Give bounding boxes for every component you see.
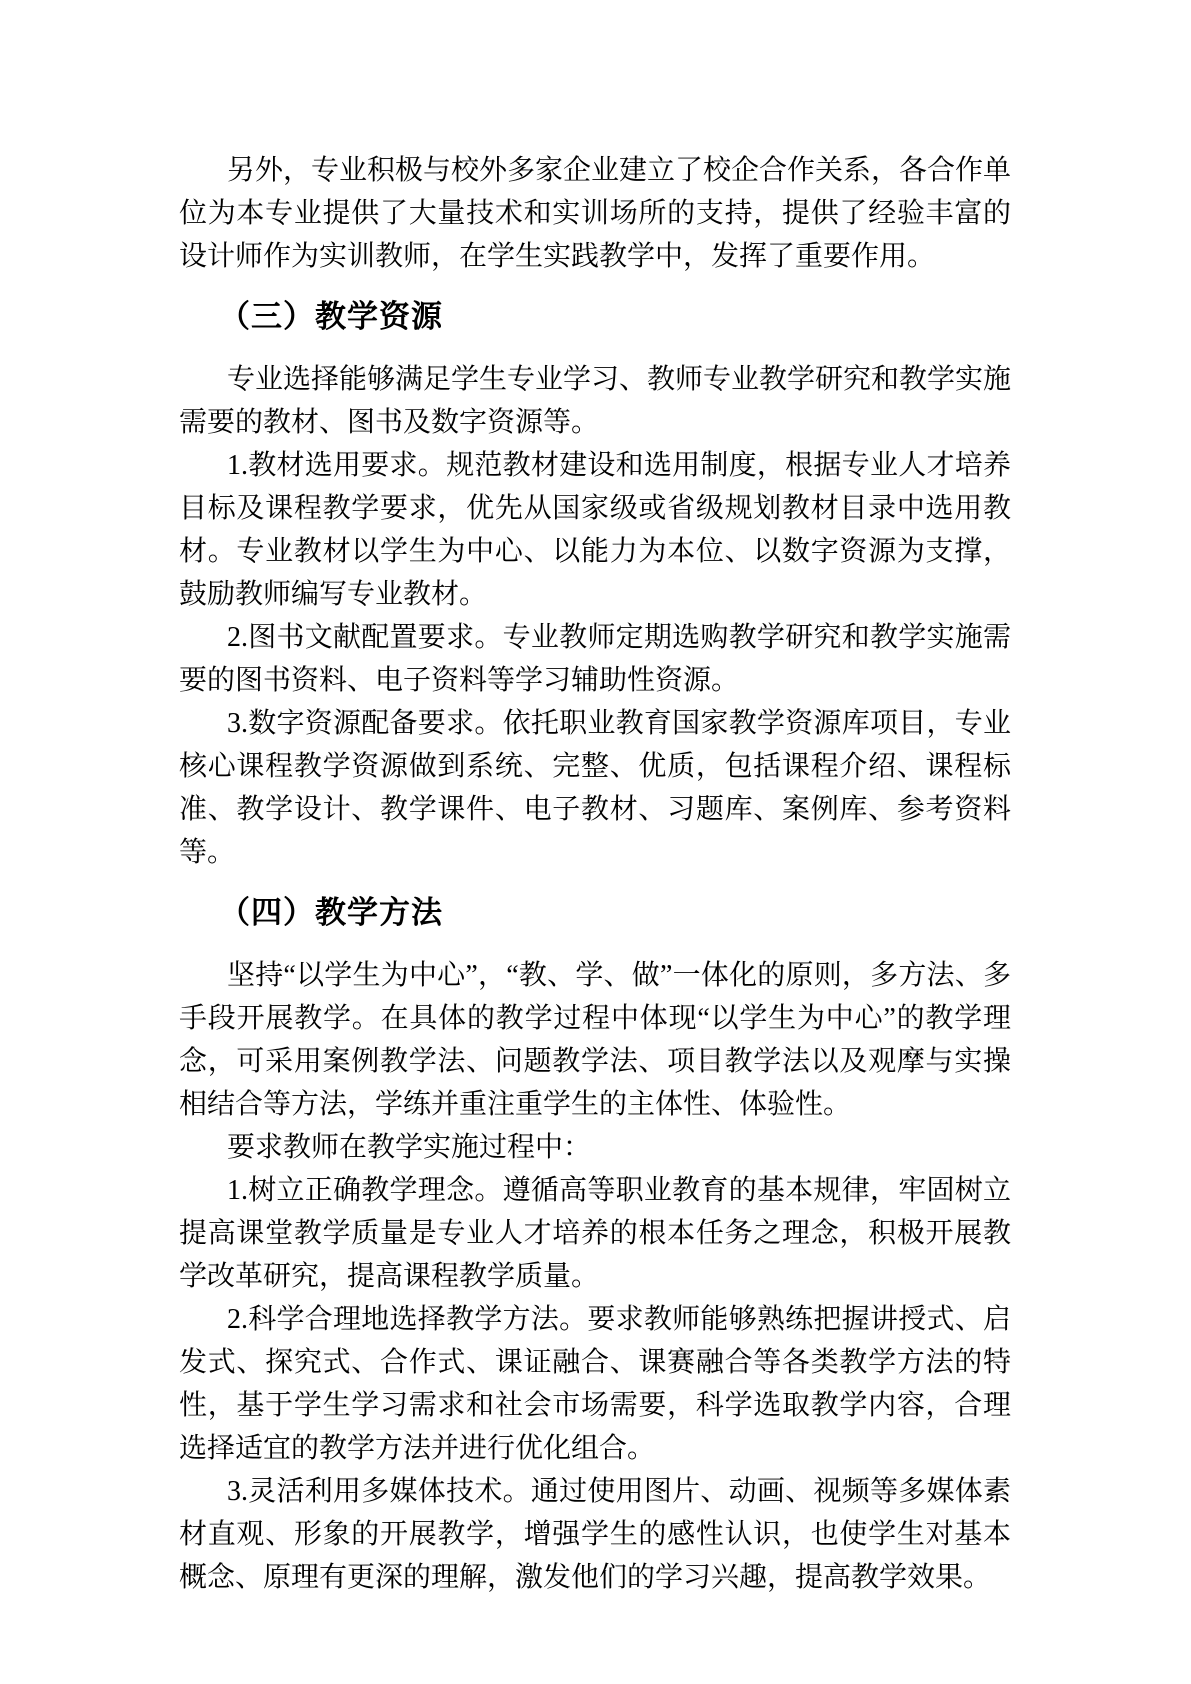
- paragraph-multimedia-technology: 3.灵活利用多媒体技术。通过使用图片、动画、视频等多媒体素材直观、形象的开展教学，增强学生的感性认识，也使学生对基本概念、原理有更深的理解，激发他们的学习兴趣，提高教学效果。: [179, 1476, 1011, 1593]
- paragraph-correct-teaching-philosophy: 1.树立正确教学理念。遵循高等职业教育的基本规律，牢固树立提高课堂教学质量是专业人才培养的根本任务之理念，积极开展教学改革研究，提高课程教学质量。: [179, 1175, 1011, 1292]
- paragraph-student-centered-principle: 坚持“以学生为中心”，“教、学、做”一体化的原则，多方法、多手段开展教学。在具体的教学过程中体现“以学生为中心”的教学理念，可采用案例教学法、问题教学法、项目教学法以及观摩与实操相结合等方法，学练并重注重学生的主体性、体验性。: [179, 960, 1011, 1120]
- paragraph-method-selection: 2.科学合理地选择教学方法。要求教师能够熟练把握讲授式、启发式、探究式、合作式、课证融合、课赛融合等各类教学方法的特性，基于学生学习需求和社会市场需要，科学选取教学内容，合理选择适宜的教学方法并进行优化组合。: [179, 1304, 1011, 1464]
- section-heading-teaching-resources: （三）教学资源: [219, 299, 443, 334]
- paragraph-school-enterprise-cooperation: 另外，专业积极与校外多家企业建立了校企合作关系，各合作单位为本专业提供了大量技术和实训场所的支持，提供了经验丰富的设计师作为实训教师，在学生实践教学中，发挥了重要作用。: [179, 155, 1012, 272]
- paragraph-textbook-selection-requirements: 1.教材选用要求。规范教材建设和选用制度，根据专业人才培养目标及课程教学要求，优先从国家级或省级规划教材目录中选用教材。专业教材以学生为中心、以能力为本位、以数字资源为支撑，鼓励教师编写专业教材。: [179, 450, 1011, 610]
- paragraph-digital-resource-requirements: 3.数字资源配备要求。依托职业教育国家教学资源库项目，专业核心课程教学资源做到系统、完整、优质，包括课程介绍、课程标准、教学设计、教学课件、电子教材、习题库、案例库、参考资料等。: [179, 708, 1011, 868]
- paragraph-resources-overview: 专业选择能够满足学生专业学习、教师专业教学研究和教学实施需要的教材、图书及数字资源等。: [179, 364, 1012, 438]
- paragraph-library-literature-requirements: 2.图书文献配置要求。专业教师定期选购教学研究和教学实施需要的图书资料、电子资料等学习辅助性资源。: [179, 622, 1011, 696]
- paragraph-teacher-requirements-lead-in: 要求教师在教学实施过程中：: [227, 1132, 592, 1163]
- section-heading-teaching-methods: （四）教学方法: [219, 895, 443, 930]
